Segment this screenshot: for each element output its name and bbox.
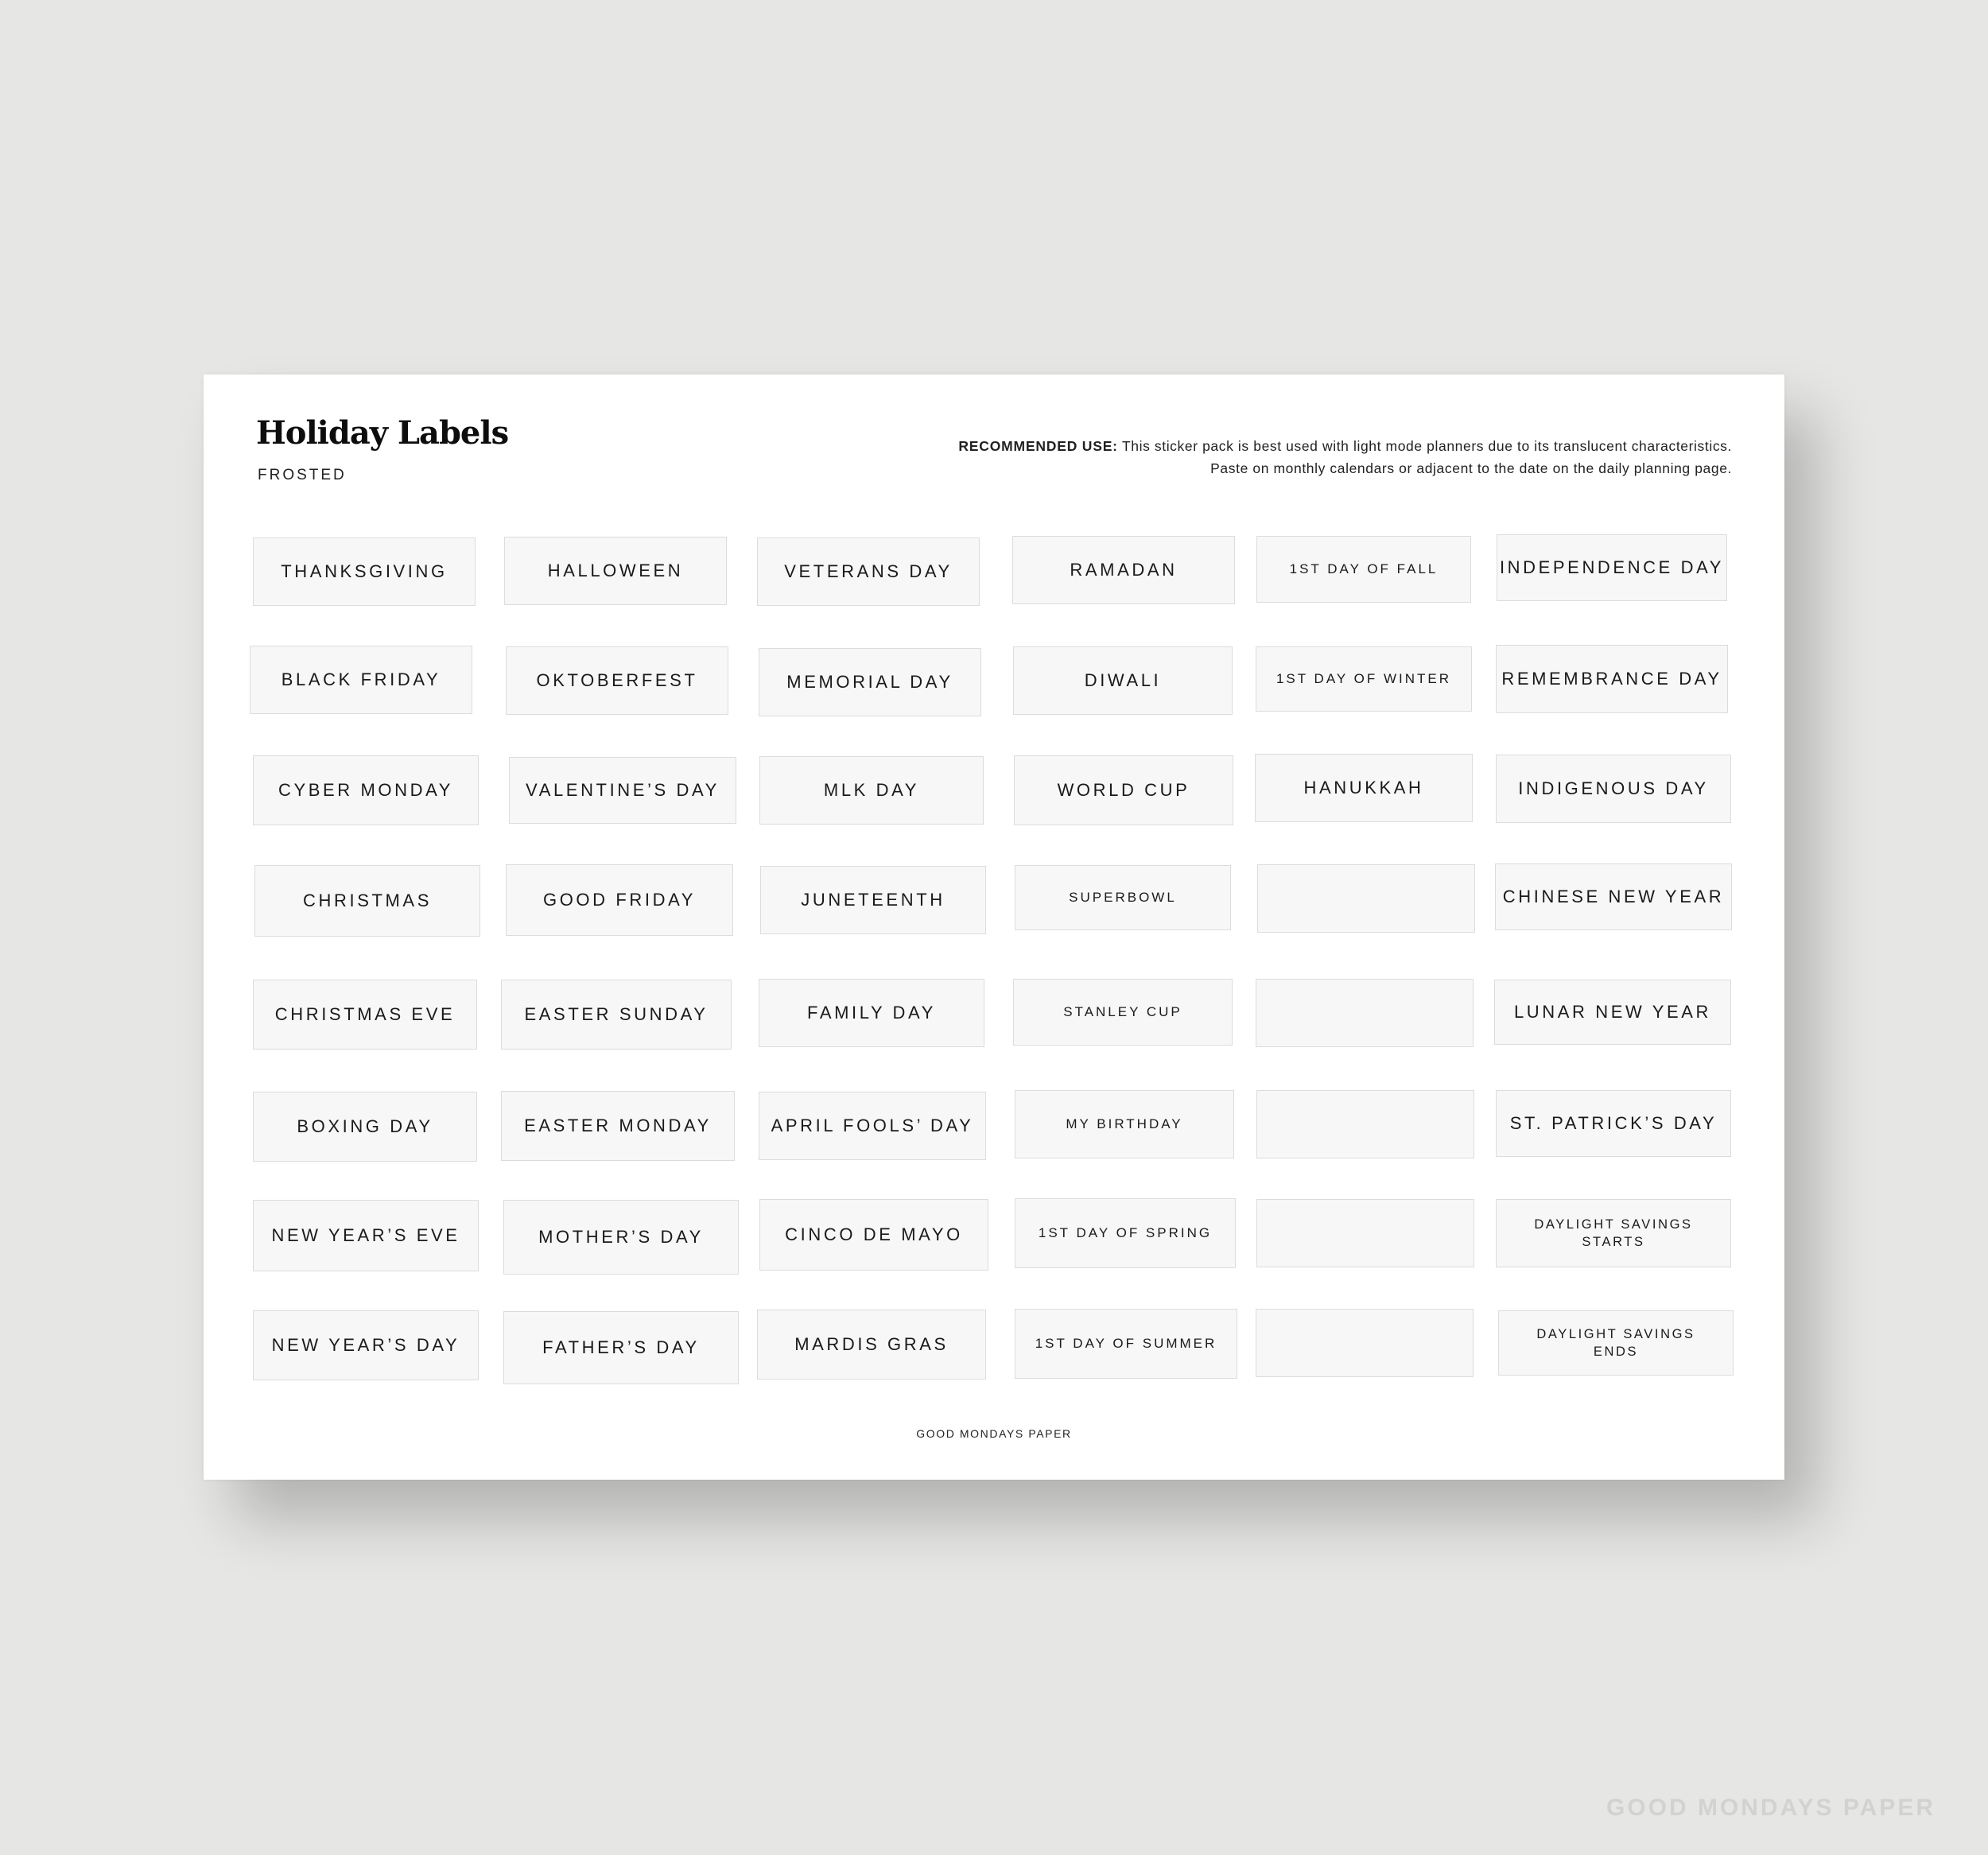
label-row (253, 536, 1737, 646)
sticker-label: SUPERBOWL (1015, 865, 1231, 930)
blank-sticker-label (1256, 1309, 1474, 1377)
sticker-label: VETERANS DAY (757, 537, 980, 606)
recommended-use-line-1 (857, 435, 1732, 457)
sticker-label: INDEPENDENCE DAY (1497, 534, 1727, 601)
sticker-label: DAYLIGHT SAVINGS STARTS (1496, 1199, 1731, 1267)
sticker-label: NEW YEAR’S DAY (253, 1310, 479, 1380)
blank-sticker-label (1257, 864, 1475, 933)
sticker-label: OKTOBERFEST (506, 646, 728, 715)
sticker-label: DIWALI (1013, 646, 1233, 715)
sticker-label: NEW YEAR’S EVE (253, 1200, 479, 1271)
label-row (253, 755, 1737, 865)
sticker-label: BLACK FRIDAY (250, 646, 472, 714)
label-row (253, 646, 1737, 755)
sticker-sheet (204, 374, 1784, 1480)
recommended-use-note (857, 435, 1732, 479)
sticker-label: ST. PATRICK’S DAY (1496, 1090, 1731, 1157)
sheet-title: Holiday Labels (256, 414, 509, 452)
sticker-label: 1ST DAY OF SPRING (1015, 1198, 1236, 1268)
sticker-label: HANUKKAH (1255, 754, 1473, 822)
sticker-label: STANLEY CUP (1013, 979, 1233, 1046)
sticker-label: JUNETEENTH (760, 866, 986, 934)
sticker-label: CYBER MONDAY (253, 755, 479, 825)
label-grid (253, 536, 1737, 1414)
sticker-label: MLK DAY (759, 756, 984, 825)
sticker-label: CHRISTMAS EVE (253, 980, 477, 1050)
recommended-use-text-1: This sticker pack is best used with light mode planners due to its translucent characteristics. (1117, 438, 1732, 454)
sticker-label: EASTER SUNDAY (501, 980, 732, 1050)
sticker-label: BOXING DAY (253, 1092, 477, 1162)
brand-watermark: GOOD MONDAYS PAPER (1606, 1795, 1936, 1821)
label-row (253, 1085, 1737, 1194)
sticker-label: 1ST DAY OF WINTER (1256, 646, 1472, 712)
label-row (253, 975, 1737, 1085)
sticker-label: LUNAR NEW YEAR (1494, 980, 1731, 1045)
sticker-label: FATHER’S DAY (503, 1311, 739, 1384)
sheet-subtitle: FROSTED (258, 467, 347, 483)
recommended-use-text-2: Paste on monthly calendars or adjacent to the date on the daily planning page. (1210, 460, 1732, 476)
sticker-label: 1ST DAY OF FALL (1256, 536, 1471, 603)
recommended-use-label: RECOMMENDED USE: (958, 438, 1118, 454)
sticker-label: MY BIRTHDAY (1015, 1090, 1234, 1158)
sticker-label: THANKSGIVING (253, 537, 476, 606)
sticker-label: HALLOWEEN (504, 537, 727, 605)
sticker-label: FAMILY DAY (759, 979, 984, 1047)
sticker-label: CHINESE NEW YEAR (1495, 863, 1732, 930)
sticker-label: APRIL FOOLS’ DAY (759, 1092, 986, 1160)
sticker-label: GOOD FRIDAY (506, 864, 733, 936)
sticker-label: 1ST DAY OF SUMMER (1015, 1309, 1237, 1379)
sticker-label: REMEMBRANCE DAY (1496, 645, 1728, 713)
sticker-label: MEMORIAL DAY (759, 648, 981, 716)
sticker-label: MOTHER’S DAY (503, 1200, 739, 1275)
blank-sticker-label (1256, 1090, 1474, 1158)
sticker-label: DAYLIGHT SAVINGS ENDS (1498, 1310, 1734, 1376)
sticker-label: MARDIS GRAS (757, 1310, 986, 1380)
blank-sticker-label (1256, 1199, 1474, 1267)
sticker-label: VALENTINE’S DAY (509, 757, 736, 824)
sheet-footer: GOOD MONDAYS PAPER (916, 1427, 1072, 1440)
label-row (253, 1304, 1737, 1414)
sticker-label: WORLD CUP (1014, 755, 1233, 825)
label-row (253, 865, 1737, 975)
label-row (253, 1194, 1737, 1304)
sticker-label: CHRISTMAS (254, 865, 480, 937)
blank-sticker-label (1256, 979, 1474, 1047)
sticker-label: INDIGENOUS DAY (1496, 755, 1731, 823)
sticker-label: CINCO DE MAYO (759, 1199, 988, 1271)
sticker-label: EASTER MONDAY (501, 1091, 735, 1161)
sticker-label: RAMADAN (1012, 536, 1235, 604)
